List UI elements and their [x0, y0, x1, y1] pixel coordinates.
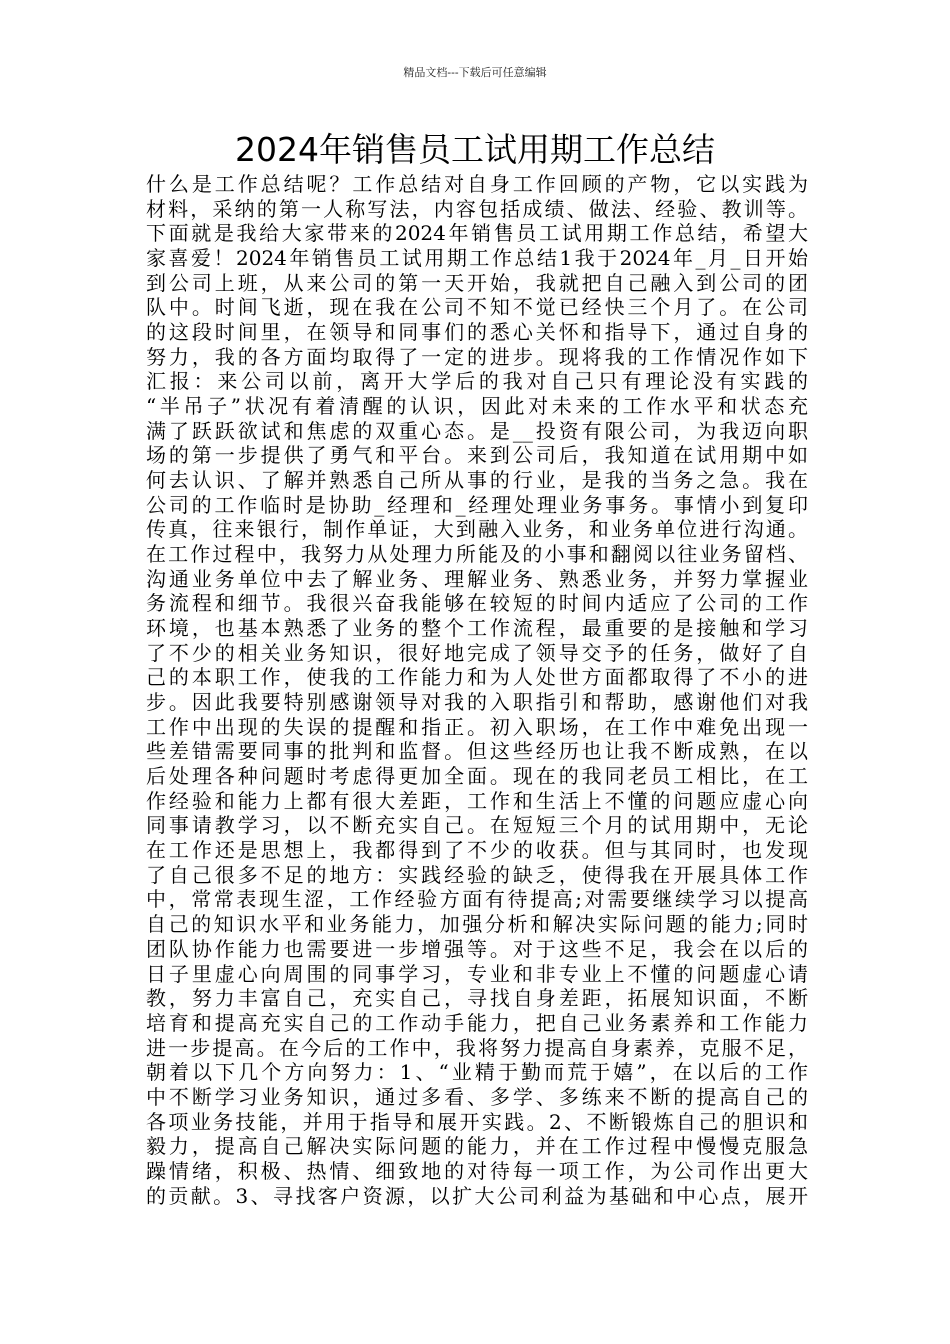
document-body: [146, 172, 808, 1208]
body-line: 沟通业务单位中去了解业务、理解业务、熟悉业务，并努力掌握业: [146, 566, 808, 591]
body-line: 公司的工作临时是协助_经理和_经理处理业务事务。事情小到复印: [146, 492, 808, 517]
body-line: 在工作还是思想上，我都得到了不少的收获。但与其同时，也发现: [146, 838, 808, 863]
body-line: 工作中出现的失误的提醒和指正。初入职场，在工作中难免出现一: [146, 714, 808, 739]
body-line: 务流程和细节。我很兴奋我能够在较短的时间内适应了公司的工作: [146, 591, 808, 616]
body-line: 下面就是我给大家带来的2024年销售员工试用期工作总结，希望大: [146, 221, 808, 246]
header-note: 精品文档---下载后可任意编辑: [403, 66, 547, 79]
body-line: 进一步提高。在今后的工作中，我将努力提高自身素养，克服不足，: [146, 1035, 808, 1060]
body-line: “半吊子”状况有着清醒的认识，因此对未来的工作水平和状态充: [146, 394, 808, 419]
body-line: 躁情绪，积极、热情、细致地的对待每一项工作，为公司作出更大: [146, 1158, 808, 1183]
body-line: 队中。时间飞逝，现在我在公司不知不觉已经快三个月了。在公司: [146, 295, 808, 320]
body-line: 传真，往来银行，制作单证，大到融入业务，和业务单位进行沟通。: [146, 517, 808, 542]
body-line: 在工作过程中，我努力从处理力所能及的小事和翻阅以往业务留档、: [146, 542, 808, 567]
body-line: 努力，我的各方面均取得了一定的进步。现将我的工作情况作如下: [146, 344, 808, 369]
body-line: 己的本职工作，使我的工作能力和为人处世方面都取得了不小的进: [146, 665, 808, 690]
body-line: 的这段时间里，在领导和同事们的悉心关怀和指导下，通过自身的: [146, 320, 808, 345]
body-line: 的贡献。3、寻找客户资源，以扩大公司利益为基础和中心点，展开: [146, 1183, 808, 1208]
body-line: 了不少的相关业务知识，很好地完成了领导交予的任务，做好了自: [146, 640, 808, 665]
body-line: 日子里虚心向周围的同事学习，专业和非专业上不懂的问题虚心请: [146, 961, 808, 986]
body-line: 毅力，提高自己解决实际问题的能力，并在工作过程中慢慢克服急: [146, 1134, 808, 1159]
body-line: 环境，也基本熟悉了业务的整个工作流程，最重要的是接触和学习: [146, 616, 808, 641]
document-title: 2024年销售员工试用期工作总结: [235, 130, 715, 169]
body-line: 培育和提高充实自己的工作动手能力，把自己业务素养和工作能力: [146, 1010, 808, 1035]
body-line: 中不断学习业务知识，通过多看、多学、多练来不断的提高自己的: [146, 1084, 808, 1109]
body-line: 中，常常表现生涩，工作经验方面有待提高;对需要继续学习以提高: [146, 887, 808, 912]
body-line: 些差错需要同事的批判和监督。但这些经历也让我不断成熟，在以: [146, 739, 808, 764]
body-line: 教，努力丰富自己，充实自己，寻找自身差距，拓展知识面，不断: [146, 986, 808, 1011]
body-line: 何去认识、了解并熟悉自己所从事的行业，是我的当务之急。我在: [146, 468, 808, 493]
body-line: 到公司上班，从来公司的第一天开始，我就把自己融入到公司的团: [146, 270, 808, 295]
body-line: 朝着以下几个方向努力：1、“业精于勤而荒于嬉”，在以后的工作: [146, 1060, 808, 1085]
body-line: 同事请教学习，以不断充实自己。在短短三个月的试用期中，无论: [146, 813, 808, 838]
body-line: 汇报：来公司以前，离开大学后的我对自己只有理论没有实践的: [146, 369, 808, 394]
body-line: 步。因此我要特别感谢领导对我的入职指引和帮助，感谢他们对我: [146, 690, 808, 715]
body-line: 场的第一步提供了勇气和平台。来到公司后，我知道在试用期中如: [146, 443, 808, 468]
body-line: 后处理各种问题时考虑得更加全面。现在的我同老员工相比，在工: [146, 764, 808, 789]
body-line: 团队协作能力也需要进一步增强等。对于这些不足，我会在以后的: [146, 936, 808, 961]
body-line: 满了跃跃欲试和焦虑的双重心态。是__投资有限公司，为我迈向职: [146, 418, 808, 443]
body-line: 自己的知识水平和业务能力，加强分析和解决实际问题的能力;同时: [146, 912, 808, 937]
body-line: 了自己很多不足的地方：实践经验的缺乏，使得我在开展具体工作: [146, 862, 808, 887]
body-line: 作经验和能力上都有很大差距，工作和生活上不懂的问题应虚心向: [146, 788, 808, 813]
body-line: 什么是工作总结呢？工作总结对自身工作回顾的产物，它以实践为: [146, 172, 808, 196]
body-line: 家喜爱！2024年销售员工试用期工作总结1我于2024年_月_日开始: [146, 246, 808, 271]
body-line: 各项业务技能，并用于指导和展开实践。2、不断锻炼自己的胆识和: [146, 1109, 808, 1134]
body-line: 材料，采纳的第一人称写法，内容包括成绩、做法、经验、教训等。: [146, 196, 808, 221]
